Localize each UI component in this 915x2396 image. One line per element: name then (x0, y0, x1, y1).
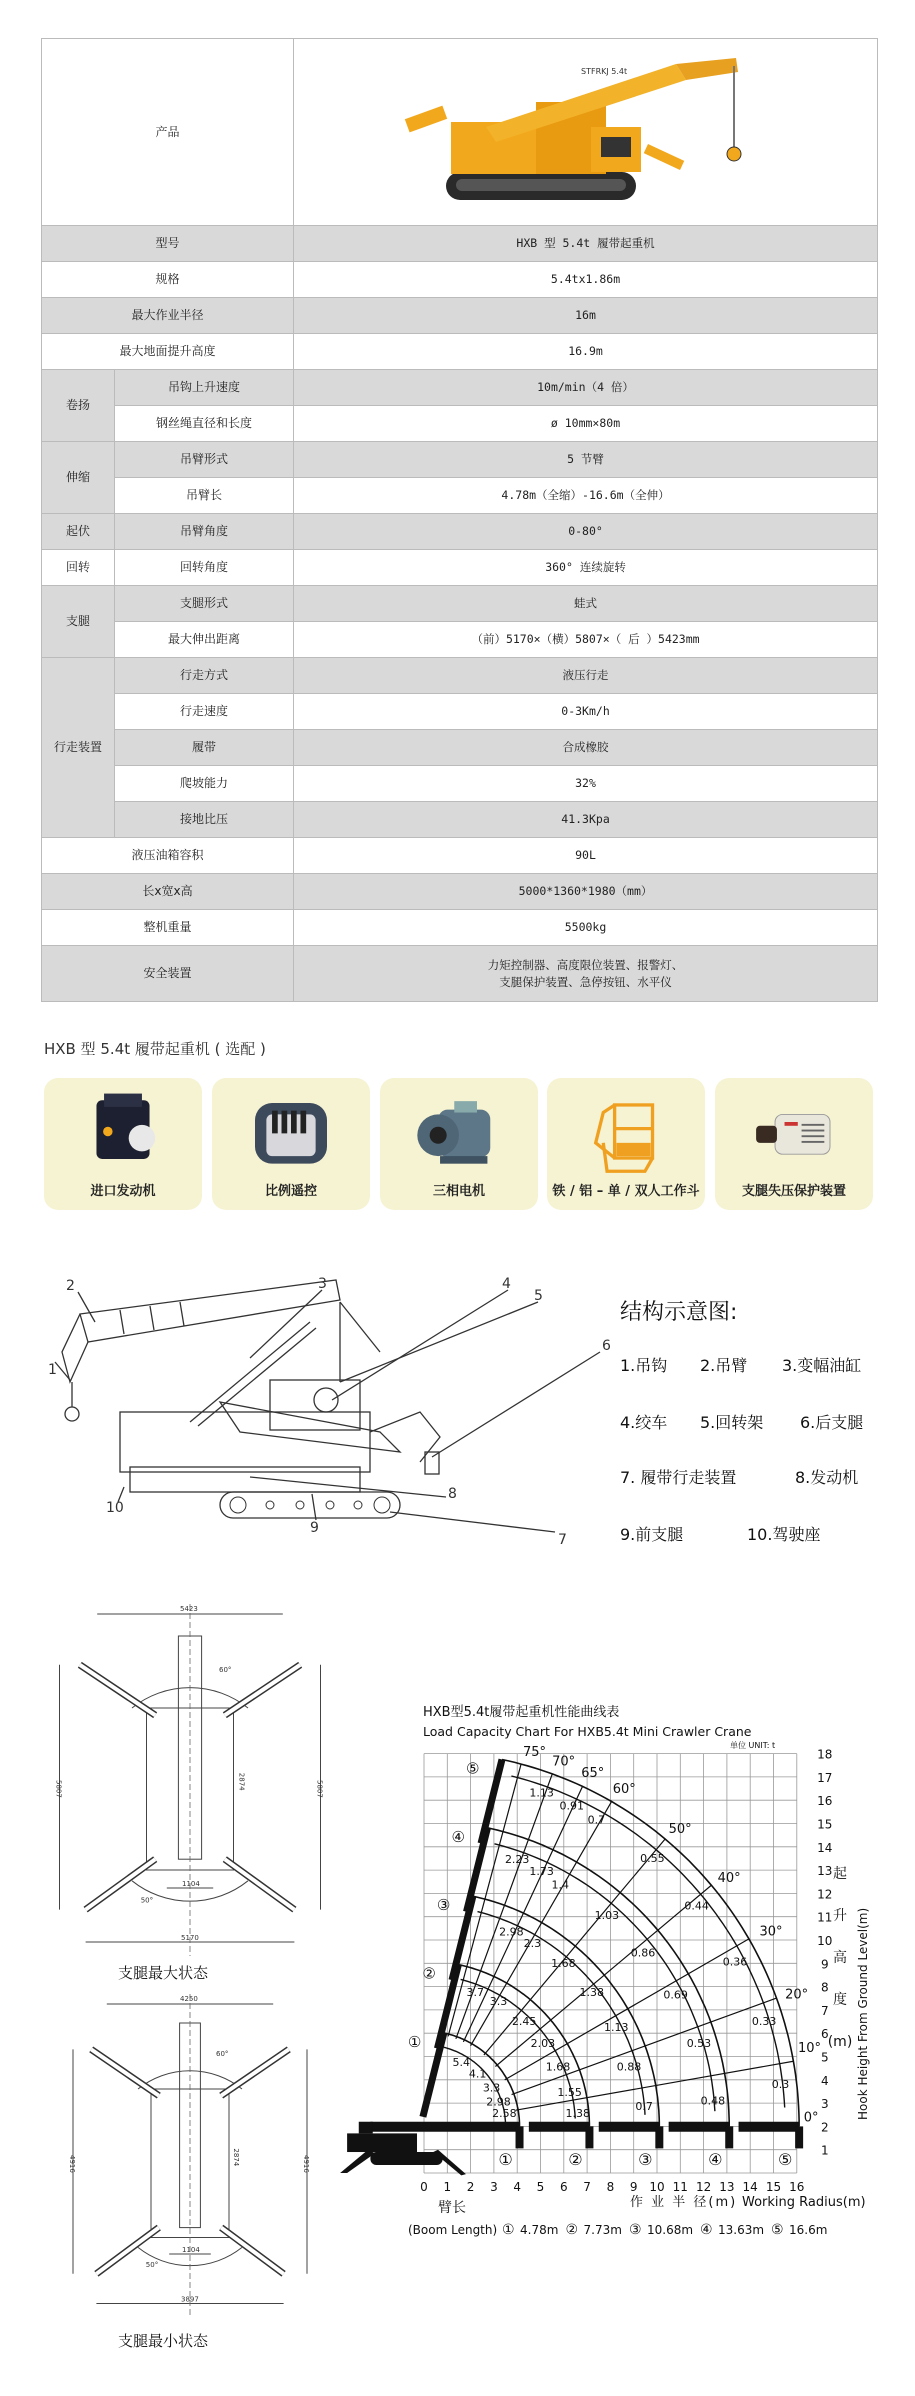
load-capacity-chart (330, 1640, 890, 2260)
y-tick-label: 11 (817, 1910, 833, 1925)
y-tick-label: 12 (817, 1887, 833, 1902)
dimension-inner: 2874 (237, 1772, 246, 1791)
spec-value: 10m/min（4 倍） (294, 370, 878, 406)
spec-label: 吊臂形式 (115, 442, 294, 478)
option-card[interactable] (547, 1078, 705, 1210)
option-card[interactable] (212, 1078, 370, 1210)
boom-length-label-en: (Boom Length) (408, 2223, 498, 2237)
structure-legend-title: 结构示意图: (620, 1300, 738, 1325)
callout-number: 7 (558, 1532, 567, 1548)
load-value-label: 0.86 (630, 1946, 656, 1960)
outrigger-leg-inner (91, 2049, 159, 2095)
table-row (42, 370, 878, 406)
group-cell: 伸缩 (42, 442, 115, 514)
y-tick-label: 6 (820, 2027, 829, 2042)
engine-icon (73, 1086, 173, 1176)
spec-label: 吊钩上升速度 (115, 370, 294, 406)
hook-block (655, 2126, 663, 2148)
callout-number: 3 (318, 1276, 327, 1292)
spec-label: 型号 (42, 226, 294, 262)
load-value-label: 1.68 (551, 1956, 576, 1970)
callout-number: 5 (534, 1288, 543, 1304)
spec-label: 长x宽x高 (42, 874, 294, 910)
legend-item: 10.驾驶座 (747, 1525, 821, 1544)
spec-label: 安全装置 (42, 946, 294, 1002)
boom-number: ③ (638, 2149, 653, 2169)
product-row (42, 39, 878, 226)
y-axis-label-cn: 高 (833, 1950, 847, 1966)
option-card[interactable] (380, 1078, 538, 1210)
angle-label: 60° (219, 1666, 232, 1674)
angle-label: 60° (612, 1782, 636, 1798)
x-axis-label-cn: 作 业 半 径(m) (630, 2195, 738, 2210)
boom-horizontal (599, 2122, 660, 2132)
remote-control-icon (241, 1086, 341, 1176)
load-value-label: 3.7 (466, 1985, 485, 1999)
load-value-label: 1.03 (594, 1909, 620, 1923)
y-tick-label: 4 (820, 2073, 829, 2088)
angle-label: 65° (581, 1765, 605, 1781)
dimension-side: 4916 (68, 2155, 76, 2173)
callout-number: 8 (448, 1486, 457, 1502)
angle-label: 10° (797, 2040, 822, 2056)
spec-value: （前）5170×（横）5807×（ 后 ）5423mm (294, 622, 878, 658)
spec-value: 16m (294, 298, 878, 334)
load-value-label: 0.7 (587, 1813, 606, 1827)
load-value-label: 3.3 (489, 1995, 508, 2009)
legend-boom-length: 7.73m (583, 2223, 622, 2237)
angle-label: 40° (717, 1870, 741, 1886)
table-row (42, 802, 878, 838)
x-tick-label: 8 (606, 2180, 615, 2194)
spec-value: ø 10mm×80m (294, 406, 878, 442)
load-value-label: 2.45 (511, 2015, 537, 2029)
boom-number: ③ (436, 1896, 451, 1915)
load-value-label: 0.44 (684, 1899, 709, 1913)
y-tick-label: 9 (820, 1957, 829, 1972)
hook-block (725, 2126, 733, 2148)
crane-body (347, 2133, 417, 2152)
angle-label: 50° (145, 2261, 159, 2270)
table-row (42, 298, 878, 334)
y-axis-label-cn: (m) (827, 2034, 853, 2050)
outrigger-leg-inner (225, 1859, 295, 1909)
load-value-label: 0.55 (640, 1851, 665, 1865)
option-card[interactable] (715, 1078, 873, 1210)
spec-value: 0-3Km/h (294, 694, 878, 730)
spec-value: 液压行走 (294, 658, 878, 694)
hook-block (516, 2126, 524, 2148)
y-tick-label: 8 (820, 1980, 829, 1995)
spec-value: 蛙式 (294, 586, 878, 622)
spec-value: HXB 型 5.4t 履带起重机 (294, 226, 878, 262)
spec-label: 钢丝绳直径和长度 (115, 406, 294, 442)
dimension-side: 4916 (302, 2155, 310, 2173)
spec-value: 90L (294, 838, 878, 874)
load-value-label: 1.73 (529, 1864, 554, 1878)
x-tick-label: 11 (672, 2180, 688, 2194)
y-axis-label-cn: 起 (833, 1866, 847, 1882)
spec-table (41, 38, 878, 1002)
table-row (42, 658, 878, 694)
crawler-track (370, 2152, 442, 2165)
legend-item: 4.绞车 (620, 1413, 668, 1432)
spec-label: 履带 (115, 730, 294, 766)
dimension-top: 4250 (180, 1995, 198, 2003)
boom-number: ⑤ (465, 1759, 480, 1778)
dimension-side: 5807 (54, 1780, 63, 1798)
load-value-label: 0.91 (559, 1799, 584, 1813)
front-outrigger (340, 2150, 375, 2173)
spec-label: 吊臂长 (115, 478, 294, 514)
y-tick-label: 3 (820, 2097, 829, 2112)
load-value-label: 2.03 (530, 2037, 556, 2051)
spec-value: 0-80° (294, 514, 878, 550)
boom-number: ④ (708, 2149, 723, 2169)
option-label: 三相电机 (432, 1184, 485, 1199)
outrigger-leg-inner (221, 2049, 289, 2095)
y-tick-label: 17 (817, 1770, 833, 1785)
x-tick-label: 13 (719, 2180, 735, 2194)
legend-item: 8.发动机 (795, 1468, 859, 1487)
load-value-label: 2.23 (504, 1853, 530, 1867)
y-tick-label: 16 (817, 1794, 833, 1809)
callout-number: 2 (66, 1278, 75, 1294)
option-label: 铁 / 铝 – 单 / 双人工作斗 (552, 1184, 700, 1199)
boom-horizontal (529, 2122, 590, 2132)
table-row (42, 586, 878, 622)
legend-item: 5.回转架 (700, 1413, 764, 1432)
y-tick-label: 15 (817, 1817, 833, 1832)
option-label: 支腿失压保护装置 (741, 1184, 846, 1199)
boom-horizontal (370, 2122, 519, 2132)
y-tick-label: 13 (817, 1864, 833, 1879)
angle-label: 50° (140, 1896, 154, 1905)
operator-seat (359, 2122, 373, 2134)
chart-subtitle: Load Capacity Chart For HXB5.4t Mini Crawler Crane (423, 1724, 752, 1739)
group-cell: 行走装置 (42, 658, 115, 838)
option-card[interactable] (44, 1078, 202, 1210)
dimension-top: 5423 (180, 1605, 198, 1613)
load-value-label: 0.53 (686, 2037, 712, 2051)
x-tick-label: 4 (513, 2180, 522, 2194)
spec-label: 最大伸出距离 (115, 622, 294, 658)
spec-value: 16.9m (294, 334, 878, 370)
table-row (42, 766, 878, 802)
legend-boom-number: ② (565, 2222, 579, 2238)
y-tick-label: 1 (820, 2143, 829, 2158)
legend-boom-number: ③ (629, 2222, 642, 2238)
x-tick-label: 7 (583, 2180, 591, 2194)
table-row (42, 262, 878, 298)
boom-number: ① (498, 2149, 513, 2169)
load-value-label: 2.98 (486, 2095, 511, 2109)
spec-label: 整机重量 (42, 910, 294, 946)
load-value-label: 0.88 (616, 2060, 642, 2074)
legend-boom-length: 13.63m (718, 2223, 765, 2237)
x-tick-label: 1 (443, 2180, 452, 2194)
spec-value: 合成橡胶 (294, 730, 878, 766)
x-tick-label: 3 (490, 2180, 498, 2194)
legend-item: 1.吊钩 (620, 1356, 668, 1375)
dimension-base: 1104 (182, 1880, 200, 1888)
dimension-bottom: 5170 (181, 1934, 199, 1942)
spec-value: 4.78m（全缩）-16.6m（全伸） (294, 478, 878, 514)
dimension-base: 1104 (182, 2246, 200, 2254)
legend-boom-length: 10.68m (647, 2223, 694, 2237)
dimension-side: 5807 (315, 1780, 324, 1798)
crane-structure-diagram (40, 1262, 611, 1552)
legend-boom-number: ④ (700, 2222, 713, 2238)
options-title: HXB 型 5.4t 履带起重机 ( 选配 ) (44, 1040, 266, 1058)
spec-value: 5500kg (294, 910, 878, 946)
spec-label: 爬坡能力 (115, 766, 294, 802)
x-tick-label: 14 (742, 2180, 758, 2194)
table-row (42, 694, 878, 730)
chart-title: HXB型5.4t履带起重机性能曲线表 (423, 1705, 620, 1720)
x-tick-label: 15 (765, 2180, 782, 2194)
angle-label: 75° (523, 1744, 547, 1760)
legend-item: 9.前支腿 (620, 1525, 684, 1544)
load-value-label: 0.69 (663, 1988, 688, 2002)
outrigger-min-label: 支腿最小状态 (118, 2332, 209, 2350)
y-axis-label-cn: 度 (833, 1992, 847, 2008)
work-basket-icon (576, 1086, 676, 1176)
y-axis-label-cn: 升 (833, 1908, 847, 1924)
legend-item: 7. 履带行走装置 (620, 1468, 737, 1487)
x-tick-label: 0 (420, 2180, 428, 2194)
spec-label: 支腿形式 (115, 586, 294, 622)
load-value-label: 2.58 (492, 2107, 517, 2121)
spec-value (294, 946, 878, 1002)
load-value-label: 1.55 (557, 2086, 582, 2100)
product-photo-cell (294, 39, 878, 226)
legend-item: 2.吊臂 (700, 1356, 748, 1375)
chart-unit: 单位 UNIT: t (730, 1741, 776, 1750)
y-tick-label: 5 (820, 2050, 829, 2065)
spec-label: 行走速度 (115, 694, 294, 730)
table-row (42, 406, 878, 442)
y-tick-label: 7 (820, 2003, 829, 2018)
spec-label: 行走方式 (115, 658, 294, 694)
y-tick-label: 2 (820, 2120, 829, 2135)
outrigger-max-diagram (45, 1600, 335, 1960)
spec-label: 最大地面提升高度 (42, 334, 294, 370)
spec-label: 规格 (42, 262, 294, 298)
spec-value: 32% (294, 766, 878, 802)
load-value-label: 1.38 (565, 2107, 591, 2121)
table-row (42, 478, 878, 514)
load-value-label: 1.4 (551, 1878, 570, 1892)
load-value-label: 1.13 (529, 1786, 554, 1800)
y-tick-label: 14 (817, 1840, 833, 1855)
x-tick-label: 12 (695, 2180, 712, 2194)
legend-boom-number: ⑤ (771, 2222, 784, 2238)
load-value-label: 0.3 (771, 2077, 790, 2091)
callout-number: 10 (106, 1500, 124, 1516)
table-row (42, 946, 878, 1002)
x-axis-label-en: Working Radius(m) (742, 2195, 866, 2210)
x-tick-label: 16 (789, 2180, 805, 2194)
svg-text:STFRKJ 5.4t: STFRKJ 5.4t (580, 67, 627, 76)
boom-number: ② (568, 2149, 583, 2169)
table-row (42, 334, 878, 370)
group-cell: 回转 (42, 550, 115, 586)
group-cell: 起伏 (42, 514, 115, 550)
boom-tip-arc (488, 1828, 730, 2127)
electric-motor-icon (409, 1086, 509, 1176)
group-cell: 卷扬 (42, 370, 115, 442)
angle-label: 60° (216, 2050, 229, 2058)
load-value-label: 4.1 (468, 2067, 487, 2081)
option-label: 比例遥控 (264, 1184, 317, 1199)
spec-value: 5 节臂 (294, 442, 878, 478)
spec-label: 液压油箱容积 (42, 838, 294, 874)
spec-value: 5000*1360*1980（mm） (294, 874, 878, 910)
spec-value: 360° 连续旋转 (294, 550, 878, 586)
legend-boom-length: 16.6m (789, 2223, 828, 2237)
product-label: 产品 (42, 39, 294, 226)
table-row (42, 442, 878, 478)
group-cell: 支腿 (42, 586, 115, 658)
table-row (42, 550, 878, 586)
option-label: 进口发动机 (90, 1184, 156, 1199)
spec-label: 接地比压 (115, 802, 294, 838)
boom-number: ② (422, 1964, 436, 1983)
table-row (42, 730, 878, 766)
table-row (42, 838, 878, 874)
legend-boom-length: 4.78m (520, 2223, 559, 2237)
load-value-label: 0.7 (635, 2100, 653, 2114)
table-row (42, 874, 878, 910)
crawler-crane-photo (376, 42, 796, 222)
load-value-label: 3.3 (482, 2081, 501, 2095)
boom-number: ① (407, 2032, 422, 2051)
x-tick-label: 9 (629, 2180, 638, 2194)
outrigger-min-diagram (60, 1990, 320, 2320)
x-tick-label: 2 (466, 2180, 475, 2194)
load-value-label: 2.98 (499, 1925, 524, 1939)
dimension-bottom: 3897 (181, 2295, 199, 2304)
y-axis-label-en: Hook Height From Ground Level(m) (856, 1907, 870, 2120)
x-tick-label: 6 (559, 2180, 568, 2194)
angle-label: 50° (668, 1821, 692, 1837)
angle-label: 70° (552, 1754, 576, 1770)
legend-boom-number: ① (502, 2222, 515, 2238)
boom-number: ⑤ (777, 2149, 793, 2169)
x-tick-label: 10 (649, 2180, 665, 2194)
outrigger-leg-inner (80, 1665, 155, 1715)
pressure-valve-icon (744, 1086, 844, 1176)
y-tick-label: 18 (817, 1747, 833, 1762)
angle-label: 30° (759, 1924, 783, 1940)
spec-value-line: 支腿保护装置、急停按钮、水平仪 (499, 974, 672, 989)
load-value-label: 5.4 (452, 2055, 471, 2069)
outrigger-max-label: 支腿最大状态 (118, 1964, 209, 1982)
table-row (42, 622, 878, 658)
spec-value: 5.4tx1.86m (294, 262, 878, 298)
outrigger-leg-inner (221, 2228, 283, 2274)
spec-label: 最大作业半径 (42, 298, 294, 334)
angle-label: 20° (785, 1987, 809, 2003)
callout-number: 4 (502, 1276, 511, 1292)
angle-label: 0° (803, 2110, 819, 2126)
load-value-label: 2.3 (523, 1936, 542, 1950)
hook-block (795, 2126, 803, 2148)
table-row (42, 910, 878, 946)
legend-item: 3.变幅油缸 (782, 1356, 862, 1375)
load-value-label: 1.68 (545, 2060, 571, 2074)
dimension-inner: 2874 (232, 2148, 241, 2167)
table-row (42, 514, 878, 550)
spec-label: 回转角度 (115, 550, 294, 586)
spec-label: 吊臂角度 (115, 514, 294, 550)
load-value-label: 0.36 (722, 1955, 748, 1969)
spec-value: 41.3Kpa (294, 802, 878, 838)
callout-number: 9 (310, 1520, 319, 1536)
y-tick-label: 10 (817, 1934, 833, 1948)
x-tick-label: 5 (536, 2180, 545, 2194)
boom-length-label-cn: 臂长 (438, 2200, 466, 2216)
callout-number: 6 (602, 1338, 611, 1354)
outrigger-leg-inner (225, 1665, 300, 1715)
boom-horizontal (669, 2122, 730, 2132)
load-value-label: 0.48 (700, 2094, 726, 2108)
hook-block (585, 2126, 593, 2148)
callout-number: 1 (48, 1362, 57, 1378)
boom-horizontal (739, 2122, 800, 2132)
load-value-label: 1.13 (603, 2020, 629, 2034)
load-value-label: 1.38 (579, 1985, 605, 1999)
table-row (42, 226, 878, 262)
spec-value-line: 力矩控制器、高度限位装置、报警灯、 (487, 957, 684, 972)
load-value-label: 0.33 (751, 2015, 777, 2029)
boom-number: ④ (451, 1827, 465, 1846)
legend-item: 6.后支腿 (800, 1413, 864, 1432)
